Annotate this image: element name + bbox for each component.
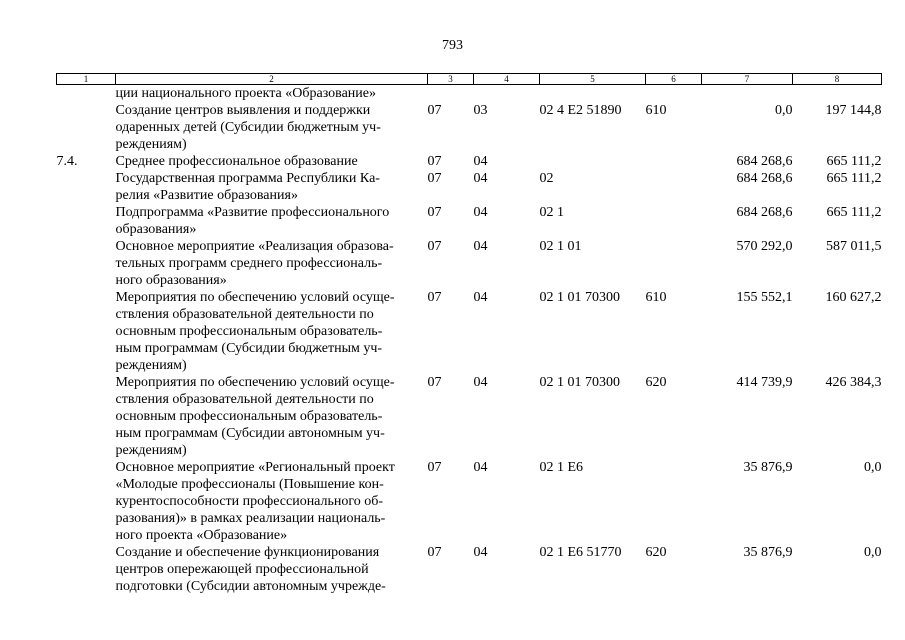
row-amount-year2: 0,0: [864, 460, 882, 475]
row-name-line: реждениям): [115, 443, 187, 458]
row-target-article: 02: [539, 171, 554, 186]
row-name: [116, 85, 428, 103]
row-number: [57, 85, 116, 103]
row-number: [57, 374, 116, 459]
row-number: [57, 170, 116, 204]
row-name: [116, 289, 428, 374]
row-section: [428, 85, 474, 103]
row-target-article: 02 1 E6 51770: [539, 545, 622, 560]
row-subsection: 04: [473, 290, 488, 305]
row-number: [57, 544, 116, 595]
row-expense-type: 620: [645, 545, 667, 560]
header-col-3: 3: [428, 74, 474, 85]
row-expense-type: [646, 153, 702, 170]
row-amount-year1: 0,0: [775, 103, 793, 118]
row-subsection: 04: [473, 375, 488, 390]
budget-table: [56, 73, 882, 595]
row-name-line: Среднее профессиональное образование: [115, 154, 358, 169]
row-name-line: ного проекта «Образование»: [115, 528, 288, 543]
row-name-line: Подпрограмма «Развитие профессионального: [115, 205, 390, 220]
row-name: [116, 374, 428, 459]
row-name-line: разования)» в рамках реализации националь-: [115, 511, 386, 526]
row-name: [116, 544, 428, 595]
row-name: [116, 153, 428, 170]
row-name-line: Создание и обеспечение функционирования: [115, 545, 380, 560]
row-number: 7.4.: [56, 154, 78, 169]
row-target-article: 02 1 E6: [539, 460, 584, 475]
table-row: [57, 289, 882, 374]
row-expense-type: [646, 170, 702, 204]
row-name-line: Основное мероприятие «Региональный проект: [115, 460, 395, 475]
row-expense-type: 610: [645, 290, 667, 305]
row-name-line: «Молодые профессионалы (Повышение кон-: [115, 477, 384, 492]
row-name-line: реждениям): [115, 137, 187, 152]
row-expense-type: [646, 204, 702, 238]
row-section: 07: [427, 154, 442, 169]
header-col-1: 1: [57, 74, 116, 85]
header-row: [57, 74, 882, 85]
row-target-article: 02 4 E2 51890: [539, 103, 622, 118]
page-number: 793: [442, 38, 463, 53]
row-name-line: ции национального проекта «Образование»: [115, 86, 376, 101]
row-name-line: образования»: [115, 222, 197, 237]
row-amount-year2: 160 627,2: [825, 290, 882, 305]
row-target-article: 02 1 01: [539, 239, 582, 254]
row-subsection: 04: [473, 154, 488, 169]
header-col-4: 4: [474, 74, 540, 85]
row-subsection: 04: [473, 171, 488, 186]
row-name-line: ствления образовательной деятельности по: [115, 392, 374, 407]
row-amount-year1: [702, 85, 793, 103]
row-expense-type: 610: [645, 103, 667, 118]
row-name: [116, 102, 428, 153]
row-subsection: 04: [473, 239, 488, 254]
row-number: [57, 238, 116, 289]
row-amount-year2: 587 011,5: [826, 239, 882, 254]
row-amount-year1: 684 268,6: [736, 154, 793, 169]
row-section: 07: [427, 171, 442, 186]
table-row: [57, 170, 882, 204]
table-row: [57, 85, 882, 103]
row-subsection: 03: [473, 103, 488, 118]
row-amount-year1: 684 268,6: [736, 205, 793, 220]
row-expense-type: [646, 85, 702, 103]
row-amount-year2: 665 111,2: [826, 171, 882, 186]
row-amount-year2: 426 384,3: [825, 375, 882, 390]
row-name: [116, 238, 428, 289]
table-body: [57, 85, 882, 596]
row-amount-year2: 665 111,2: [826, 205, 882, 220]
table-header: [57, 74, 882, 85]
row-name-line: Создание центров выявления и поддержки: [115, 103, 371, 118]
row-name-line: ным программам (Субсидии бюджетным уч-: [115, 341, 383, 356]
row-expense-type: 620: [645, 375, 667, 390]
row-subsection: 04: [473, 460, 488, 475]
row-amount-year1: 414 739,9: [736, 375, 793, 390]
row-name-line: центров опережающей профессиональной: [115, 562, 369, 577]
row-subsection: [474, 85, 540, 103]
row-expense-type: [646, 459, 702, 544]
table-row: [57, 374, 882, 459]
table-row: [57, 153, 882, 170]
row-target-article: 02 1 01 70300: [539, 375, 620, 390]
row-target-article: [540, 153, 646, 170]
row-name-line: реждениям): [115, 358, 187, 373]
row-name-line: курентоспособности профессионального об-: [115, 494, 384, 509]
row-name-line: Мероприятия по обеспечению условий осуще-: [115, 375, 395, 390]
row-section: 07: [427, 205, 442, 220]
row-section: 07: [427, 375, 442, 390]
table-row: [57, 544, 882, 595]
row-name-line: ным программам (Субсидии автономным уч-: [115, 426, 385, 441]
row-amount-year2: 0,0: [864, 545, 882, 560]
row-number: [57, 102, 116, 153]
header-col-7: 7: [702, 74, 793, 85]
row-name-line: Мероприятия по обеспечению условий осуще-: [115, 290, 395, 305]
row-name-line: основным профессиональным образователь-: [115, 324, 383, 339]
row-amount-year1: 155 552,1: [736, 290, 793, 305]
row-amount-year2: 665 111,2: [826, 154, 882, 169]
row-name-line: одаренных детей (Субсидии бюджетным уч-: [115, 120, 381, 135]
row-name-line: ного образования»: [115, 273, 227, 288]
row-name-line: основным профессиональным образователь-: [115, 409, 383, 424]
header-col-2: 2: [116, 74, 428, 85]
row-name-line: релия «Развитие образования»: [115, 188, 298, 203]
row-name-line: Основное мероприятие «Реализация образова-: [115, 239, 394, 254]
row-name: [116, 204, 428, 238]
row-name-line: Государственная программа Республики Ка-: [115, 171, 380, 186]
header-col-6: 6: [646, 74, 702, 85]
table-row: [57, 459, 882, 544]
row-section: 07: [427, 545, 442, 560]
row-name: [116, 170, 428, 204]
row-section: 07: [427, 103, 442, 118]
row-amount-year1: 684 268,6: [736, 171, 793, 186]
row-amount-year1: 35 876,9: [743, 460, 793, 475]
row-section: 07: [427, 460, 442, 475]
row-target-article: 02 1: [539, 205, 564, 220]
row-number: [57, 289, 116, 374]
table-row: [57, 102, 882, 153]
table-row: [57, 204, 882, 238]
header-col-5: 5: [540, 74, 646, 85]
row-target-article: [540, 85, 646, 103]
row-number: [57, 204, 116, 238]
row-subsection: 04: [473, 205, 488, 220]
header-col-8: 8: [793, 74, 882, 85]
table-row: [57, 238, 882, 289]
row-expense-type: [646, 238, 702, 289]
row-name: [116, 459, 428, 544]
row-number: [57, 459, 116, 544]
row-section: 07: [427, 290, 442, 305]
row-amount-year2: [793, 85, 882, 103]
row-name-line: тельных программ среднего профессиональ-: [115, 256, 383, 271]
row-target-article: 02 1 01 70300: [539, 290, 620, 305]
row-name-line: подготовки (Субсидии автономным учрежде-: [115, 579, 386, 594]
row-amount-year2: 197 144,8: [825, 103, 882, 118]
row-section: 07: [427, 239, 442, 254]
row-amount-year1: 35 876,9: [743, 545, 793, 560]
row-name-line: ствления образовательной деятельности по: [115, 307, 374, 322]
row-amount-year1: 570 292,0: [736, 239, 793, 254]
row-subsection: 04: [473, 545, 488, 560]
